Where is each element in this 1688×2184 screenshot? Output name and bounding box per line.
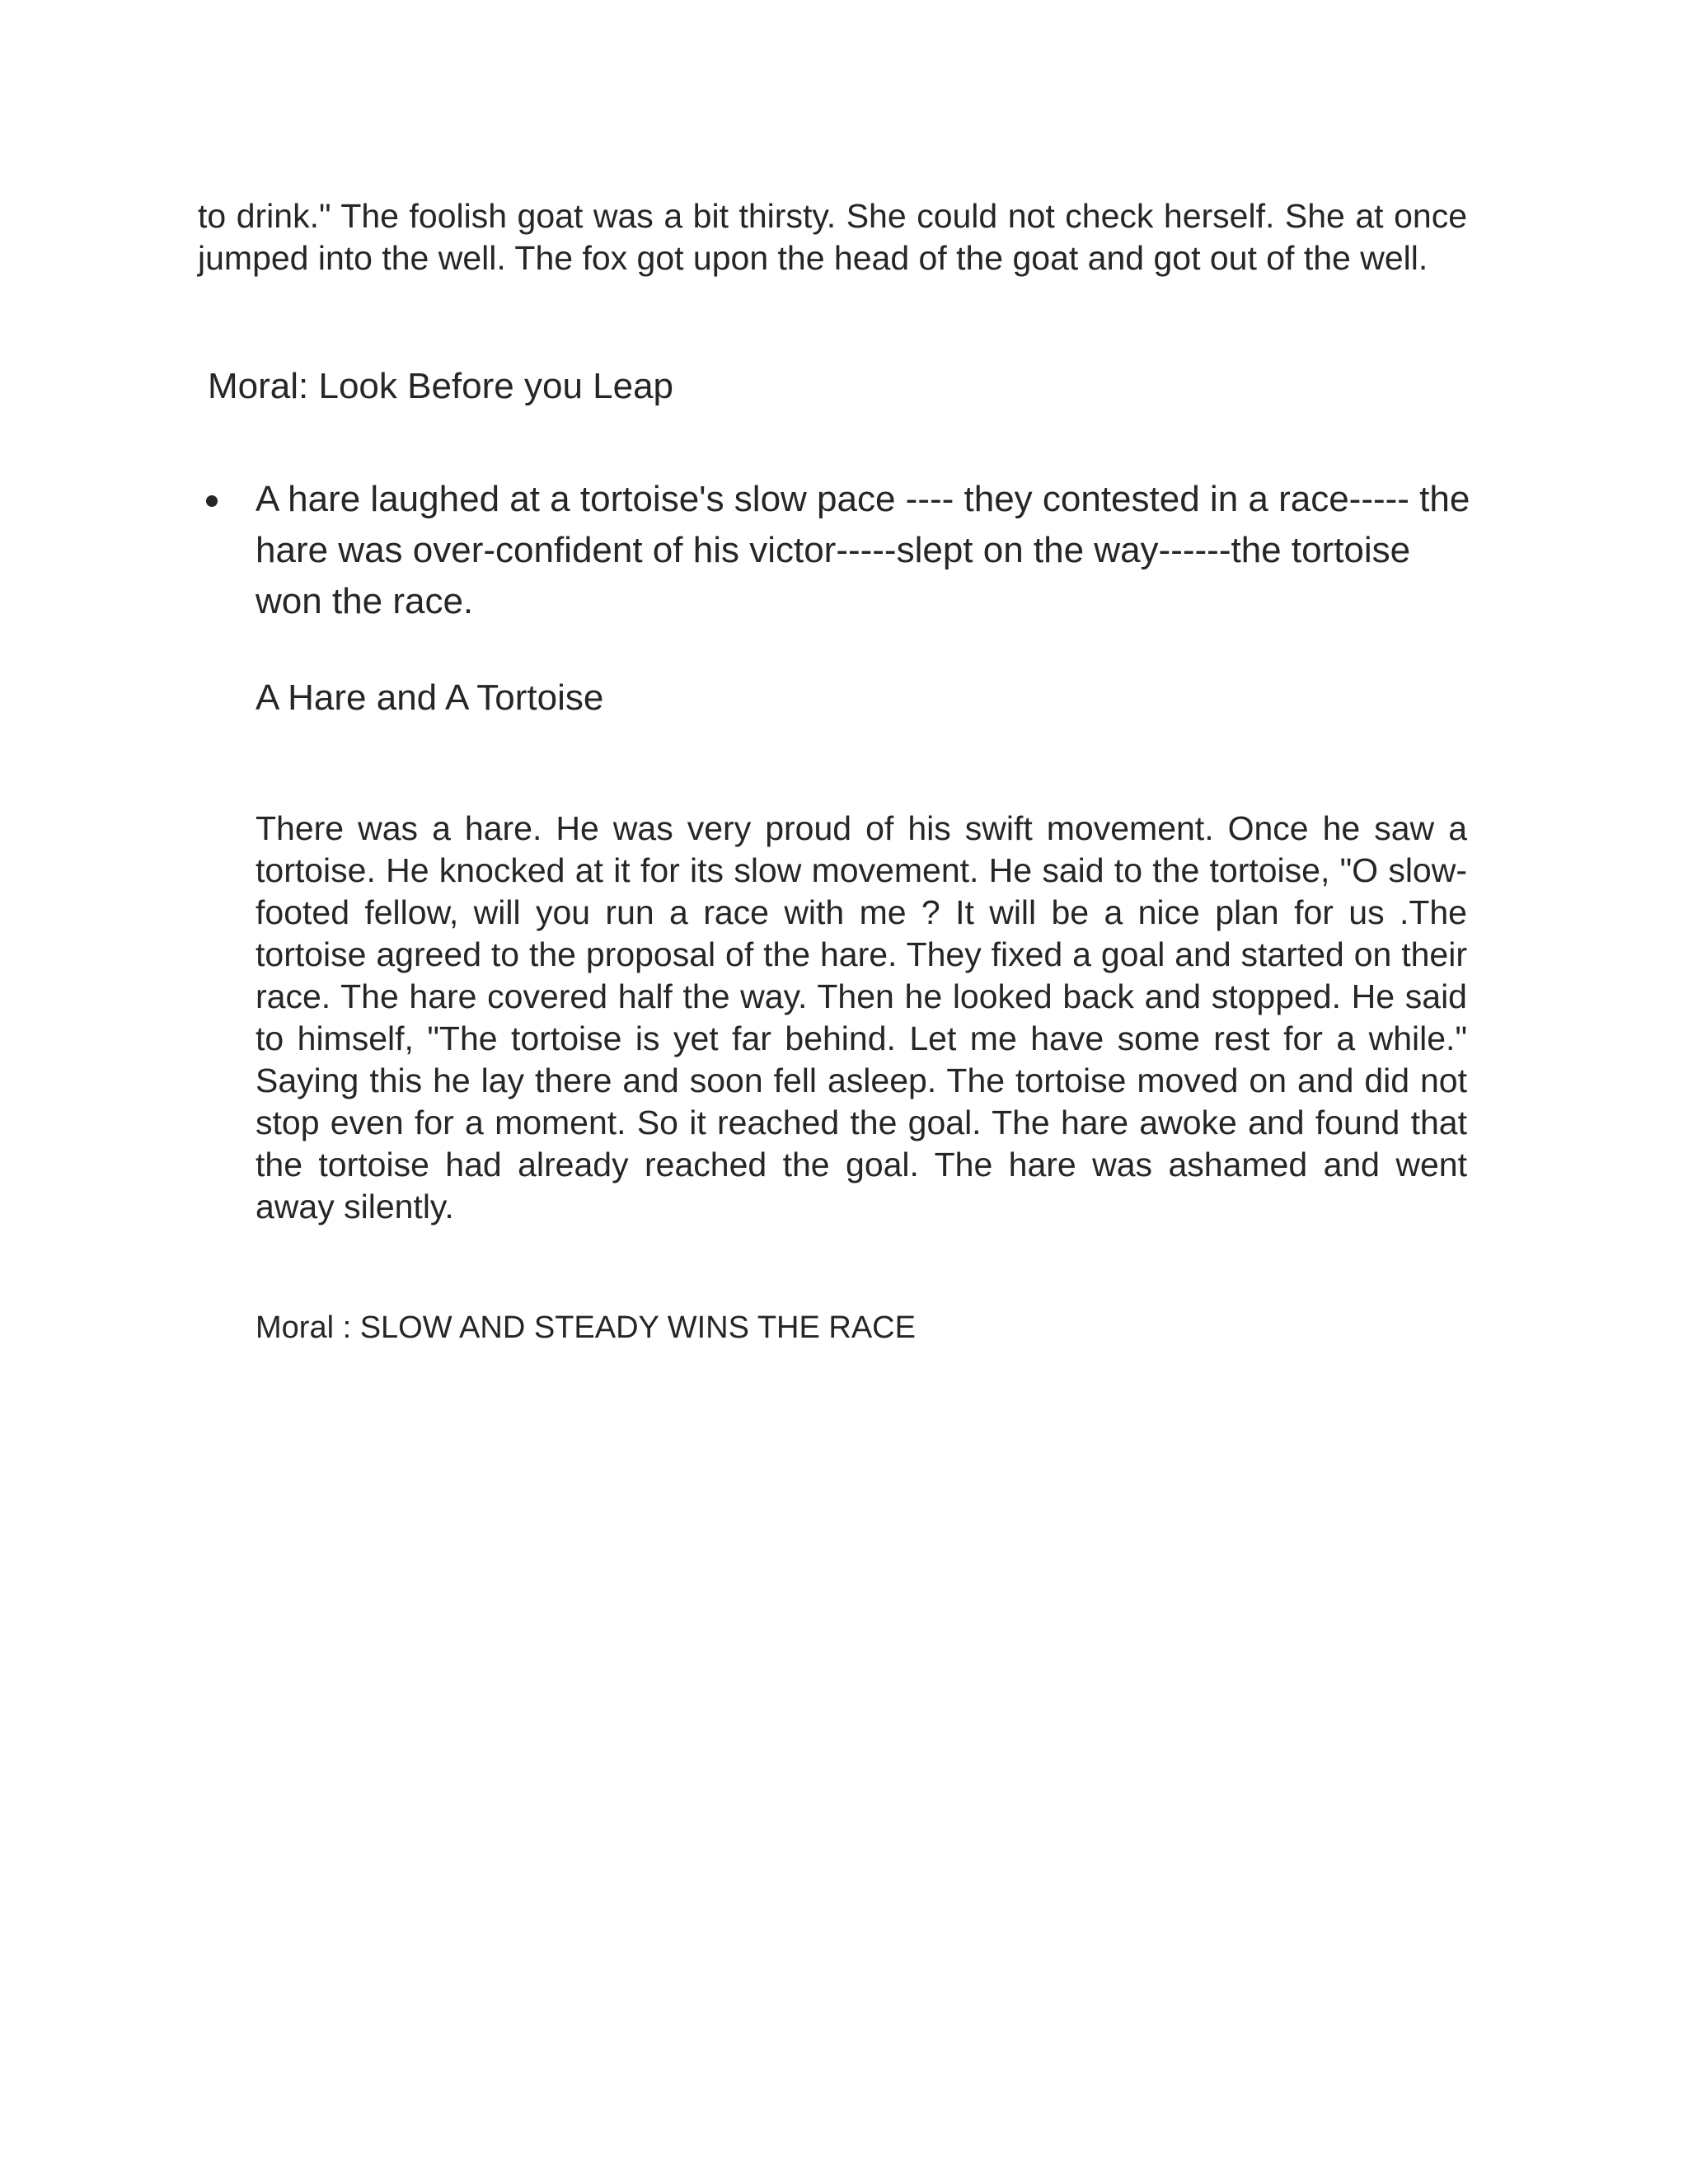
story-title: A Hare and A Tortoise: [256, 677, 604, 718]
summary-list-item: [206, 474, 1471, 627]
moral-look-before-you-leap: Moral: Look Before you Leap: [208, 366, 674, 406]
story-body: There was a hare. He was very proud of his swift movement. Once he saw a tortoise. He knocked at it for its slow movement. He said to the tortoise, "O slow-footed fellow, will you run a race with me ? It will be a nice plan for us .The tortoise agreed to the proposal of the hare. They fixed a goal and started on their race. The hare covered half the way. Then he looked back and stopped. He said to himself, "The tortoise is yet far behind. Let me have some rest for a while." Saying this he lay there and soon fell asleep. The tortoise moved on and did not stop even for a moment. So it reached the goal. The hare awoke and found that the tortoise had already reached the goal. The hare was ashamed and went away silently.: [256, 809, 1467, 1226]
intro-paragraph: to drink." The foolish goat was a bit thirsty. She could not check herself. She at once jumped into the well. The fox got upon the head of the goat and got out of the well.: [198, 197, 1467, 277]
summary-list: [206, 474, 1471, 627]
summary-text: A hare laughed at a tortoise's slow pace ---- they contested in a race----- the hare was over-confident of his victor-----slept on the way------the tortoise won the race.: [256, 479, 1470, 621]
bullet-icon: [206, 495, 218, 507]
moral-slow-and-steady: Moral : SLOW AND STEADY WINS THE RACE: [256, 1310, 916, 1345]
